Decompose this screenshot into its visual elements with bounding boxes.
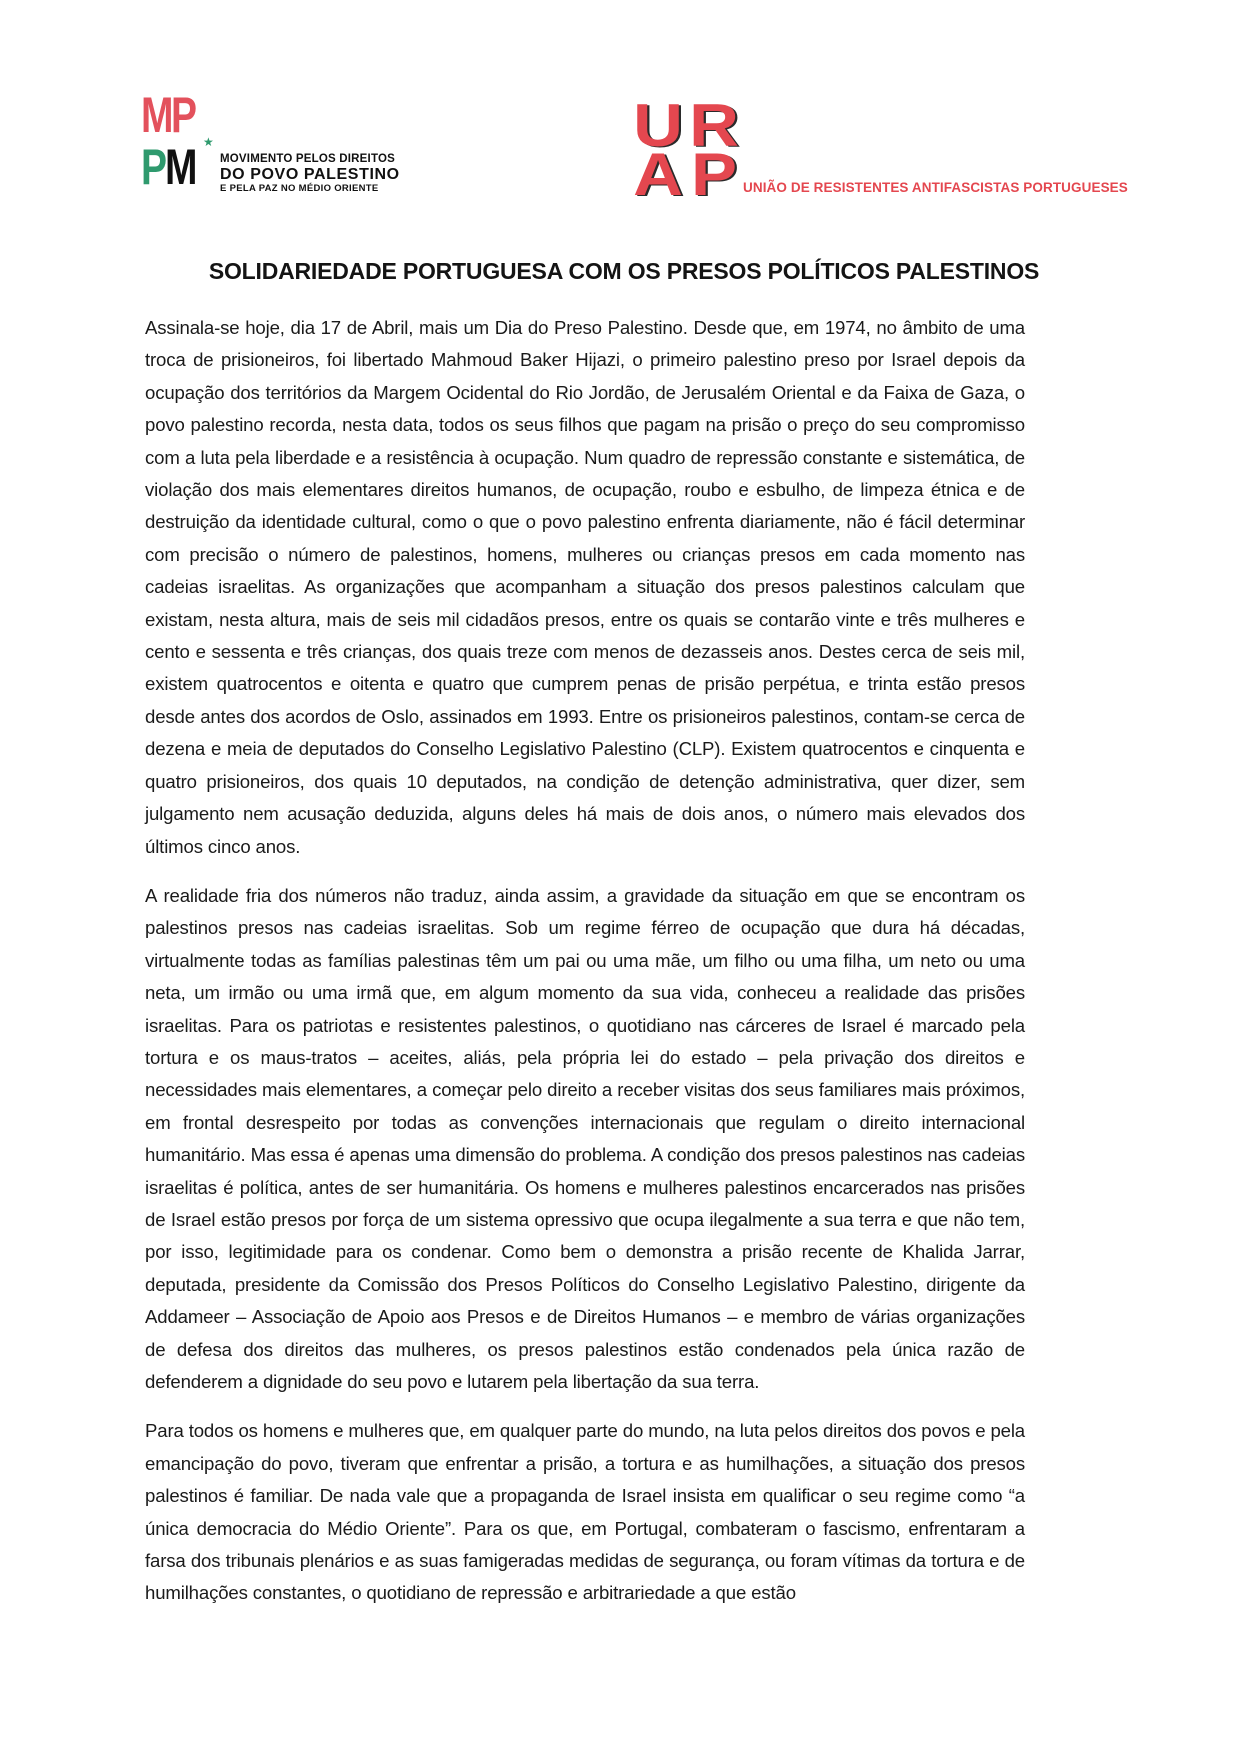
mppm-name-line1: MOVIMENTO PELOS DIREITOS xyxy=(220,153,395,165)
mppm-name-line2: DO POVO PALESTINO xyxy=(220,166,400,183)
paragraph: Para todos os homens e mulheres que, em qualquer parte do mundo, na luta pelos direitos dos povos e pela emancipação do povo, tiveram que enfrentar a prisão, a tortura e as humilhações, a situação dos presos palestinos é familiar. De nada vale que a propaganda de Israel insista em qualificar o seu regime como “a única democracia do Médio Oriente”. Para os que, em Portugal, combateram o fascismo, enfrentaram a farsa dos tribunais plenários e as suas famigeradas medidas de segurança, ou foram vítimas da tortura e de humilhações constantes, o quotidiano de repressão e arbitrariedade a que estão xyxy=(145,1420,1025,1604)
urap-logo-mark xyxy=(632,92,740,208)
urap-logo-letter: U xyxy=(633,92,683,159)
mppm-logo-text xyxy=(220,152,400,195)
mppm-logo-letter: M xyxy=(165,139,195,195)
urap-logo-letter-grid xyxy=(632,92,740,208)
mppm-logo-letter: P xyxy=(141,139,164,195)
mppm-logo-letter: M xyxy=(141,87,171,143)
urap-logo xyxy=(632,92,1128,208)
paragraph: A realidade fria dos números não traduz, ainda assim, a gravidade da situação em que se encontram os palestinos presos nas cadeias israelitas. Sob um regime férreo de ocupação que dura há décadas, virtualmente todas as famílias palestinas têm um pai ou uma mãe, um filho ou uma filha, um neto ou uma neta, um irmão ou uma irmã que, em algum momento da sua vida, conheceu a realidade das prisões israelitas. Para os patriotas e resistentes palestinos, o quotidiano nas cárceres de Israel é marcado pela tortura e os maus-tratos – aceites, aliás, pela própria lei do estado – pela privação dos direitos e necessidades mais elementares, a começar pelo direito a receber visitas dos seus familiares mais próximos, em frontal desrespeito por todas as convenções internacionais que regulam o direito internacional humanitário. Mas essa é apenas uma dimensão do problema. A condição dos presos palestinos nas cadeias israelitas é política, antes de ser humanitária. Os homens e mulheres palestinos encarcerados nas prisões de Israel estão presos por força de um sistema opressivo que ocupa ilegalmente a sua terra e que não tem, por isso, legitimidade para os condenar. Como bem o demonstra a prisão recente de Khalida Jarrar, deputada, presidente da Comissão dos Presos Políticos do Conselho Legislativo Palestino, dirigente da Addameer – Associação de Apoio aos Presos e de Direitos Humanos – e membro de várias organizações de defesa dos direitos das mulheres, os presos palestinos estão condenados pela única razão de defenderem a dignidade do seu povo e lutarem pela libertação da sua terra. xyxy=(145,884,1025,1392)
paragraph: Assinala-se hoje, dia 17 de Abril, mais um Dia do Preso Palestino. Desde que, em 1974, no âmbito de uma troca de prisioneiros, foi libertado Mahmoud Baker Hijazi, o primeiro palestino preso por Israel depois da ocupação dos territórios da Margem Ocidental do Rio Jordão, de Jerusalém Oriental e da Faixa de Gaza, o povo palestino recorda, nesta data, todos os seus filhos que pagam na prisão o preço do seu compromisso com a luta pela liberdade e a resistência à ocupação. Num quadro de repressão constante e sistemática, de violação dos mais elementares direitos humanos, de ocupação, roubo e esbulho, de limpeza étnica e de destruição da identidade cultural, como o que o povo palestino enfrenta diariamente, não é fácil determinar com precisão o número de palestinos, homens, mulheres ou crianças presos em cada momento nas cadeias israelitas. As organizações que acompanham a situação dos presos palestinos calculam que existam, nesta altura, mais de seis mil cidadãos presos, entre os quais se contarão vinte e três mulheres e cento e sessenta e três crianças, dos quais treze com menos de dezasseis anos. Destes cerca de seis mil, existem quatrocentos e oitenta e quatro que cumprem penas de prisão perpétua, e trinta estão presos desde antes dos acordos de Oslo, assinados em 1993. Entre os prisioneiros palestinos, contam-se cerca de dezena e meia de deputados do Conselho Legislativo Palestino (CLP). Existem quatrocentos e cinquenta e quatro prisioneiros, dos quais 10 deputados, na condição de detenção administrativa, quer dizer, sem julgamento nem acusação deduzida, alguns deles há mais de dois anos, o número mais elevados dos últimos cinco anos. xyxy=(145,317,1025,857)
document-title: SOLIDARIEDADE PORTUGUESA COM OS PRESOS POLÍTICOS PALESTINOS xyxy=(208,258,1040,284)
urap-logo-letter: R xyxy=(689,92,739,159)
mppm-logo-letter: P xyxy=(171,87,194,143)
urap-logo-letter: P xyxy=(690,141,738,208)
star-icon: ★ xyxy=(203,135,214,149)
mppm-logo xyxy=(141,87,431,200)
mppm-logo-mark xyxy=(141,87,214,195)
urap-name: UNIÃO DE RESISTENTES ANTIFASCISTAS PORTUGUESES xyxy=(743,180,1128,195)
mppm-name-line3: E PELA PAZ NO MÉDIO ORIENTE xyxy=(220,183,379,194)
document-body xyxy=(145,312,1025,1627)
urap-logo-letter: A xyxy=(633,141,683,208)
